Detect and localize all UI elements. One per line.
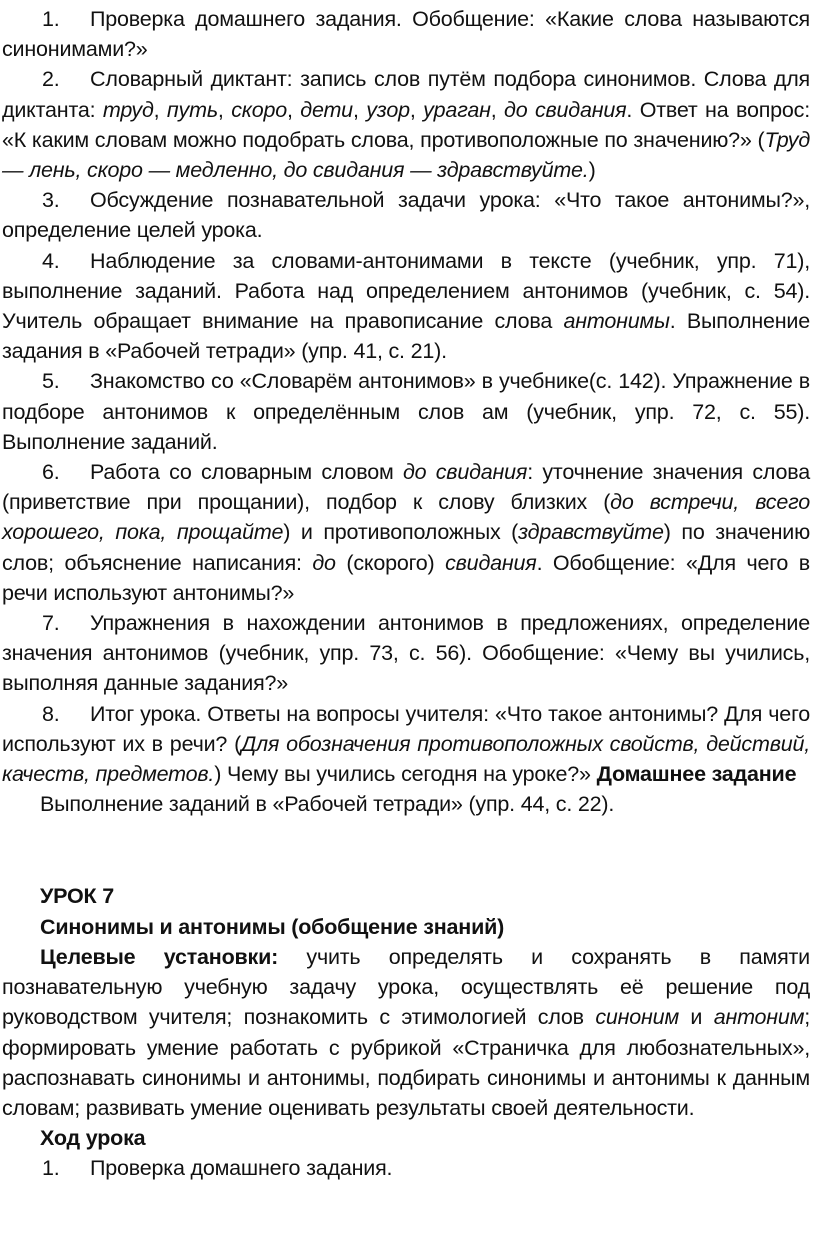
item-text: , — [153, 97, 167, 122]
spacer — [2, 819, 810, 881]
list-item-6 — [2, 457, 810, 608]
goals-italic: синоним — [595, 1005, 679, 1030]
item-number: 6. — [42, 460, 60, 485]
goals-text: ; формировать умение работать с рубрикой «Страничка для любознательных», распознавать синонимы и антонимы, подбирать синонимы и антонимы к данным словам; развивать умение оценивать результаты своей деятельности. — [2, 1005, 811, 1120]
item-text: , — [286, 97, 301, 122]
item-text: Знакомство со «Словарём антонимов» в учебнике(с. 142). Упражнение в подборе антонимов к определённым слов ам (учебник, упр. 72, с. 55). Выполнение заданий. — [2, 369, 810, 454]
item-text: . Обобщение: «Для чего в речи используют антонимы?» — [2, 550, 810, 605]
lesson-title: УРОК 7 — [40, 884, 115, 909]
item-number: 5. — [42, 369, 60, 394]
item-text: Словарный диктант: запись слов путём подбора синонимов. Слова для диктанта: — [2, 67, 810, 122]
item-text: Проверка домашнего задания. Обобщение: «Какие слова называются синонимами?» — [2, 7, 810, 62]
item-italic: до — [312, 550, 336, 575]
item-number: 2. — [42, 67, 60, 92]
course-heading: Ход урока — [40, 1126, 146, 1151]
item-italic: дети — [300, 97, 353, 122]
list-item-3 — [2, 185, 810, 245]
item-text: Итог урока. Ответы на вопросы учителя: «Что такое антонимы? Для чего используют их в речи? ( — [2, 701, 810, 756]
item-text: Работа со словарным словом — [90, 460, 403, 485]
goals-text: и — [678, 1005, 714, 1030]
item-text: . Ответ на вопрос: «К каким словам можно подобрать слова, противоположные по значению?» ( — [2, 97, 811, 152]
item-italic: скоро — [231, 97, 287, 122]
item-number: 4. — [42, 248, 60, 273]
goals-italic: антоним — [713, 1005, 805, 1030]
item-number: 7. — [42, 611, 60, 636]
item-text: . Выполнение задания в «Рабочей тетради» (упр. 41, с. 21). — [2, 309, 810, 364]
item-text: , — [352, 97, 367, 122]
item-italic: до встречи, всего хорошего, пока, прощайте — [2, 490, 810, 545]
item-text: , — [490, 97, 505, 122]
item-italic: здравствуйте — [518, 520, 664, 545]
list-item-4 — [2, 246, 810, 367]
item-italic: путь — [166, 97, 218, 122]
list-item-1 — [2, 4, 810, 64]
course-item-1 — [2, 1153, 810, 1183]
item-italic: до свидания — [402, 460, 528, 485]
item-text: ) и противоположных ( — [283, 520, 519, 545]
item-text: , — [217, 97, 232, 122]
item-text: Упражнения в нахождении антонимов в предложениях, определение значения антонимов (учебник, упр. 73, с. 56). Обобщение: «Чему вы учились, выполняя данные задания?» — [2, 611, 810, 696]
item-text: Обсуждение познавательной задачи урока: «Что такое антонимы?», определение целей урока. — [2, 188, 810, 243]
goals-label: Целевые установки: — [40, 944, 279, 969]
item-italic: труд — [102, 97, 154, 122]
item-text: : уточнение значения слова (приветствие при прощании), подбор к слову близких ( — [2, 460, 810, 515]
item-text: Проверка домашнего задания. — [90, 1156, 393, 1181]
item-number: 1. — [42, 7, 60, 31]
homework-label: Домашнее задание — [596, 762, 797, 787]
item-italic: узор — [366, 97, 410, 122]
goals-paragraph — [2, 942, 810, 1123]
item-number: 1. — [42, 1156, 60, 1181]
item-text: ) — [588, 158, 596, 183]
item-italic: Труд — лень, скоро — медленно, до свидания — здравствуйте. — [2, 127, 810, 183]
item-italic: Для обозначения противоположных свойств, действий, качеств, предметов. — [2, 731, 810, 787]
goals-text: учить определять и сохранять в памяти познавательную учебную задачу урока, осуществлять её решение под руководством учителя; познакомить с этимологией слов — [2, 944, 810, 1030]
item-italic: ураган — [423, 97, 491, 122]
list-item-2 — [2, 64, 810, 185]
item-text: ) по значению слов; объяснение написания: — [2, 520, 811, 575]
lesson-subtitle: Синонимы и антонимы (обобщение знаний) — [40, 914, 505, 939]
list-item-8 — [2, 699, 810, 790]
list-item-5 — [2, 366, 810, 457]
item-italic: антонимы — [563, 309, 670, 334]
item-text: ) Чему вы учились сегодня на уроке?» — [214, 762, 597, 787]
item-text: Наблюдение за словами-антонимами в тексте (учебник, упр. 71), выполнение заданий. Работа над определением антонимов (учебник, с. 54). Учитель обращает внимание на правописание слова — [2, 248, 810, 334]
item-number: 3. — [42, 188, 60, 213]
homework-text: Выполнение заданий в «Рабочей тетради» (упр. 44, с. 22). — [40, 792, 615, 817]
item-number: 8. — [42, 701, 60, 726]
item-text: (скорого) — [335, 550, 446, 575]
item-italic: до свидания — [504, 97, 627, 122]
item-text: , — [409, 97, 424, 122]
item-italic: свидания — [445, 550, 537, 575]
list-item-7 — [2, 608, 810, 699]
